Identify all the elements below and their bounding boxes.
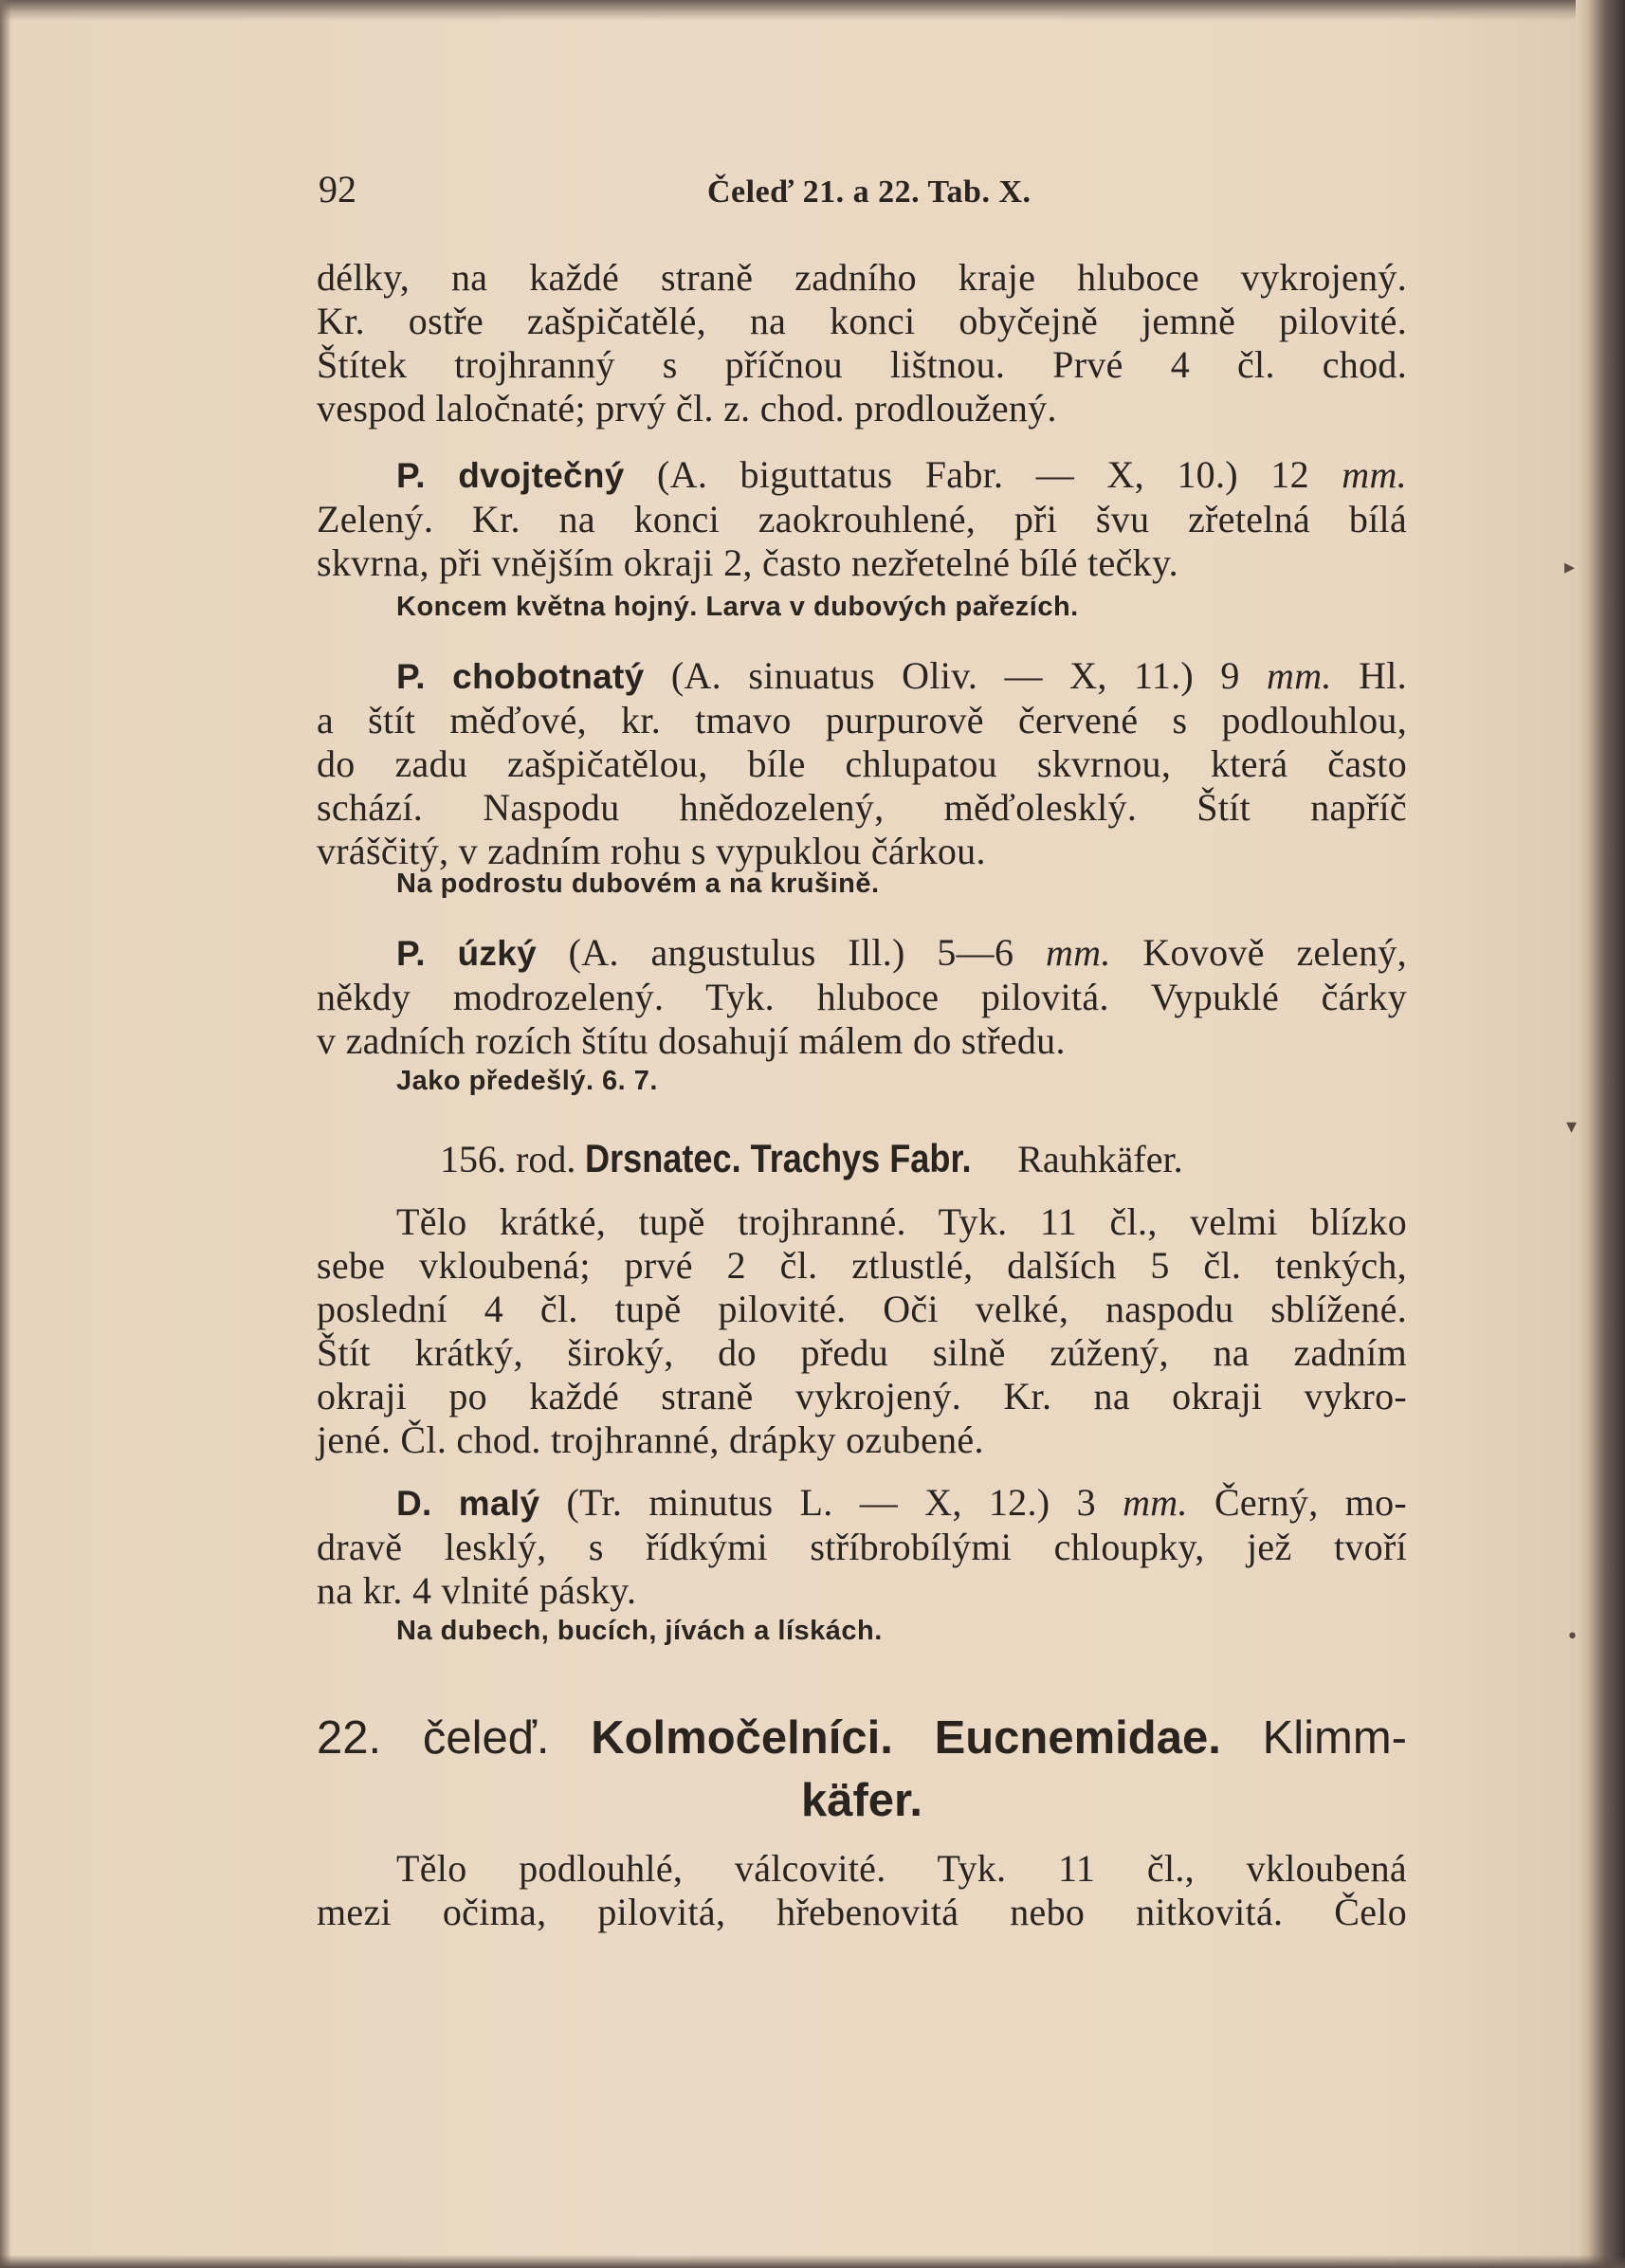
text-line: na kr. 4 vlnité pásky. xyxy=(317,1569,637,1612)
text-line: Tělo podlouhlé, válcovité. Tyk. 11 čl., vkloubená xyxy=(396,1847,1407,1890)
family-number: 22. čeleď. xyxy=(317,1712,550,1764)
species-entry xyxy=(317,1481,1407,1613)
species-heading-line xyxy=(317,453,1407,498)
margin-mark: ▾ xyxy=(1566,1115,1578,1139)
page-left-edge xyxy=(0,0,11,2268)
text-line: vespod laločnaté; prvý čl. z. chod. prodloužený. xyxy=(317,387,1057,430)
family-heading-line xyxy=(317,1707,1407,1769)
genus-heading xyxy=(440,1136,1183,1181)
habitat-note: Koncem května hojný. Larva v dubových pařezích. xyxy=(396,592,1079,622)
species-entry xyxy=(317,931,1407,1063)
habitat-note: Na podrostu dubovém a na krušině. xyxy=(396,869,880,899)
genus-name: Drsnatec. Trachys Fabr. xyxy=(585,1136,972,1180)
species-citation: (Tr. minutus L. — X, 12.) 3 xyxy=(566,1481,1096,1524)
margin-mark: • xyxy=(1566,1625,1579,1649)
genus-abbr: D. xyxy=(396,1484,432,1523)
text-line: dravě lesklý, s řídkými stříbrobílými chloupky, jež tvoří xyxy=(317,1526,1407,1568)
species-name: chobotnatý xyxy=(452,657,645,696)
text-line: jené. Čl. chod. trojhranné, drápky ozubené. xyxy=(317,1418,984,1461)
genus-german-name: Rauhkäfer. xyxy=(1017,1138,1183,1180)
text-line: Štítek trojhranný s příčnou lištnou. Prvé 4 čl. chod. xyxy=(317,343,1407,386)
text-line: vráščitý, v zadním rohu s vypuklou čárkou. xyxy=(317,830,986,872)
text-line: a štít měďové, kr. tmavo purpurově červené s podlouhlou, xyxy=(317,699,1407,741)
margin-mark: ▸ xyxy=(1564,556,1576,579)
species-heading-line xyxy=(317,931,1407,976)
text-line: Štít krátký, široký, do předu silně zúžený, na zadním xyxy=(317,1331,1407,1374)
species-heading-line xyxy=(317,1481,1407,1526)
species-entry xyxy=(317,654,1407,873)
text-line: schází. Naspodu hnědozelený, měďolesklý. Štít napříč xyxy=(317,786,1407,829)
genus-abbr: P. xyxy=(396,456,426,495)
text-line: Zelený. Kr. na konci zaokrouhlené, při švu zřetelná bílá xyxy=(317,498,1407,540)
text-line: délky, na každé straně zadního kraje hluboce vykrojený. xyxy=(317,256,1407,299)
genus-abbr: P. xyxy=(396,934,426,973)
text-line: sebe vkloubená; prvé 2 čl. ztlustlé, dalších 5 čl. tenkých, xyxy=(317,1244,1407,1287)
genus-description xyxy=(317,1200,1407,1462)
text-line: poslední 4 čl. tupě pilovité. Oči velké, naspodu sblížené. xyxy=(317,1288,1407,1330)
text-line: v zadních rozích štítu dosahují málem do středu. xyxy=(317,1019,1066,1062)
species-name: dvojtečný xyxy=(458,456,625,495)
species-citation: (A. angustulus Ill.) 5—6 xyxy=(568,931,1014,974)
species-name: úzký xyxy=(457,934,537,973)
genus-number: 156. rod. xyxy=(440,1138,576,1180)
text-line: okraji po každé straně vykrojený. Kr. na okraji vykro- xyxy=(317,1375,1407,1418)
species-description-start: Hl. xyxy=(1359,654,1407,697)
genus-abbr: P. xyxy=(396,657,426,696)
text-line: někdy modrozelený. Tyk. hluboce pilovitá. Vypuklé čárky xyxy=(317,976,1407,1018)
species-name: malý xyxy=(458,1484,540,1523)
text-line: mezi očima, pilovitá, hřebenovitá nebo nitkovitá. Čelo xyxy=(317,1891,1407,1933)
intro-paragraph xyxy=(317,256,1407,430)
family-latin-name: Eucnemidae. xyxy=(934,1712,1221,1764)
page-bottom-edge xyxy=(0,2255,1625,2268)
page-header xyxy=(319,167,1399,224)
habitat-note: Na dubech, bucích, jívách a lískách. xyxy=(396,1616,883,1646)
species-citation: (A. biguttatus Fabr. — X, 10.) 12 xyxy=(657,453,1309,496)
species-description-start: Černý, mo- xyxy=(1214,1481,1408,1524)
text-line: do zadu zašpičatělou, bíle chlupatou skvrnou, která často xyxy=(317,742,1407,785)
page-binding-edge xyxy=(1576,0,1625,2268)
page-number: 92 xyxy=(319,168,356,210)
unit: mm. xyxy=(1267,654,1332,697)
family-german-name: Klimm- xyxy=(1262,1712,1408,1764)
species-description-start: Kovově zelený, xyxy=(1142,931,1407,974)
unit: mm. xyxy=(1045,931,1111,974)
family-heading xyxy=(317,1707,1407,1832)
family-czech-name: Kolmočelníci. xyxy=(591,1712,893,1764)
family-german-name-cont: käfer. xyxy=(800,1775,923,1826)
unit: mm. xyxy=(1123,1481,1188,1524)
species-heading-line xyxy=(317,654,1407,699)
text-line: Tělo krátké, tupě trojhranné. Tyk. 11 čl., velmi blízko xyxy=(396,1200,1407,1243)
species-citation: (A. sinuatus Oliv. — X, 11.) 9 xyxy=(670,654,1240,697)
family-description xyxy=(317,1847,1407,1934)
text-line: skvrna, při vnějším okraji 2, často nezřetelné bílé tečky. xyxy=(317,541,1178,584)
habitat-note: Jako předešlý. 6. 7. xyxy=(396,1066,658,1096)
species-entry xyxy=(317,453,1407,585)
page-top-edge xyxy=(0,0,1625,21)
text-line: Kr. ostře zašpičatělé, na konci obyčejně jemně pilovité. xyxy=(317,300,1407,342)
running-head: Čeleď 21. a 22. Tab. X. xyxy=(707,174,1032,210)
unit: mm. xyxy=(1342,453,1407,496)
